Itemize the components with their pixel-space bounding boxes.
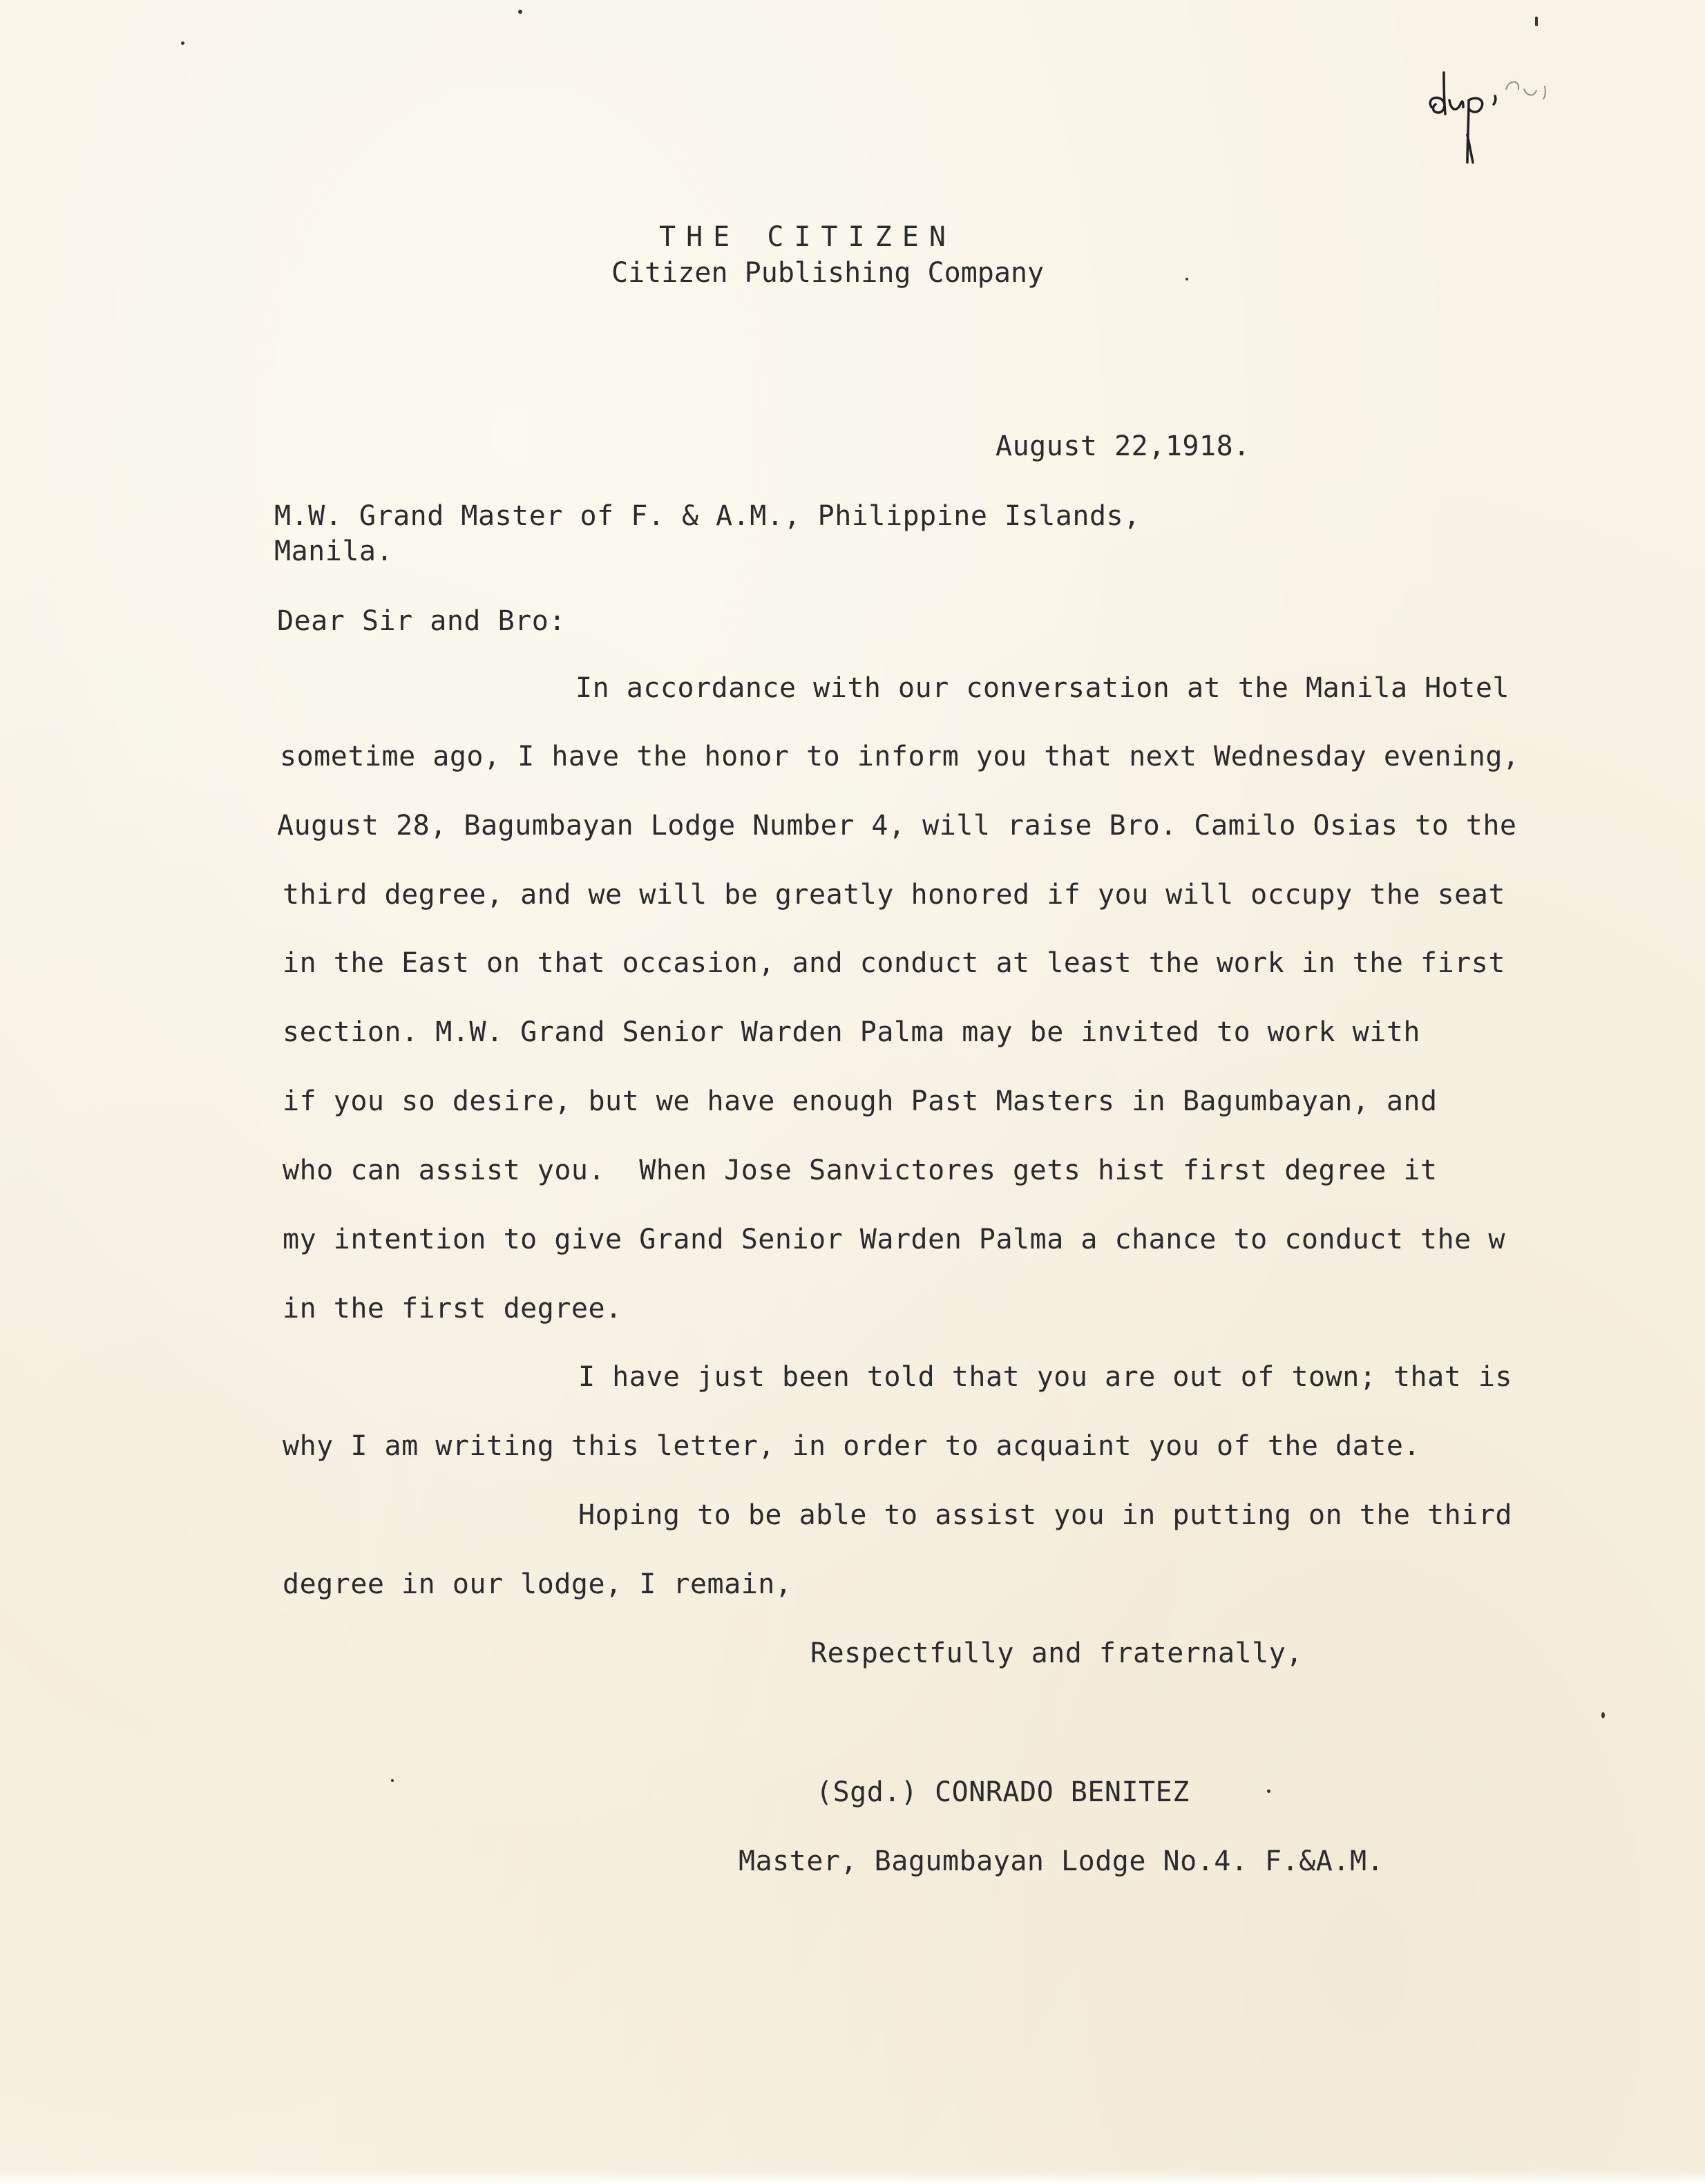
body-line: In accordance with our conversation at the Manila Hotel	[575, 672, 1510, 704]
letterhead-title: THE CITIZEN	[659, 221, 956, 253]
paper-speck	[391, 1779, 394, 1782]
body-line: Hoping to be able to assist you in putting on the third	[578, 1499, 1513, 1531]
letterhead-subtitle: Citizen Publishing Company	[611, 257, 1045, 289]
body-line: my intention to give Grand Senior Warden Palma a chance to conduct the w	[283, 1224, 1505, 1255]
recipient-line-1: M.W. Grand Master of F. & A.M., Philippine Islands,	[274, 500, 1141, 532]
body-line: in the first degree.	[283, 1293, 622, 1324]
paper-speck	[1267, 1789, 1270, 1793]
paper-speck	[1535, 17, 1538, 26]
body-line: in the East on that occasion, and conduct at least the work in the first	[283, 947, 1505, 979]
signature-title: Master, Bagumbayan Lodge No.4. F.&A.M.	[739, 1845, 1384, 1877]
body-line: August 28, Bagumbayan Lodge Number 4, will raise Bro. Camilo Osias to the	[277, 810, 1517, 842]
paper-speck	[181, 41, 184, 45]
handwritten-note	[1423, 59, 1575, 169]
body-line: who can assist you. When Jose Sanvictores gets hist first degree it	[283, 1155, 1438, 1186]
paper-speck	[518, 10, 522, 14]
body-line: I have just been told that you are out of town; that is	[578, 1361, 1513, 1393]
signature-name: (Sgd.) CONRADO BENITEZ	[816, 1776, 1190, 1808]
salutation: Dear Sir and Bro:	[277, 605, 566, 637]
closing: Respectfully and fraternally,	[810, 1637, 1303, 1669]
paper-speck	[1185, 278, 1188, 281]
recipient-line-2: Manila.	[274, 535, 394, 567]
letter-date: August 22,1918.	[996, 430, 1250, 462]
body-line: degree in our lodge, I remain,	[283, 1568, 792, 1600]
body-line: sometime ago, I have the honor to inform you that next Wednesday evening,	[280, 741, 1520, 772]
body-line: section. M.W. Grand Senior Warden Palma may be invited to work with	[283, 1016, 1420, 1048]
page-bottom-edge	[0, 2170, 1705, 2184]
body-line: why I am writing this letter, in order to acquaint you of the date.	[283, 1430, 1420, 1462]
paper-speck	[1601, 1712, 1605, 1718]
body-line: if you so desire, but we have enough Past Masters in Bagumbayan, and	[283, 1085, 1438, 1117]
body-line: third degree, and we will be greatly honored if you will occupy the seat	[283, 879, 1505, 911]
